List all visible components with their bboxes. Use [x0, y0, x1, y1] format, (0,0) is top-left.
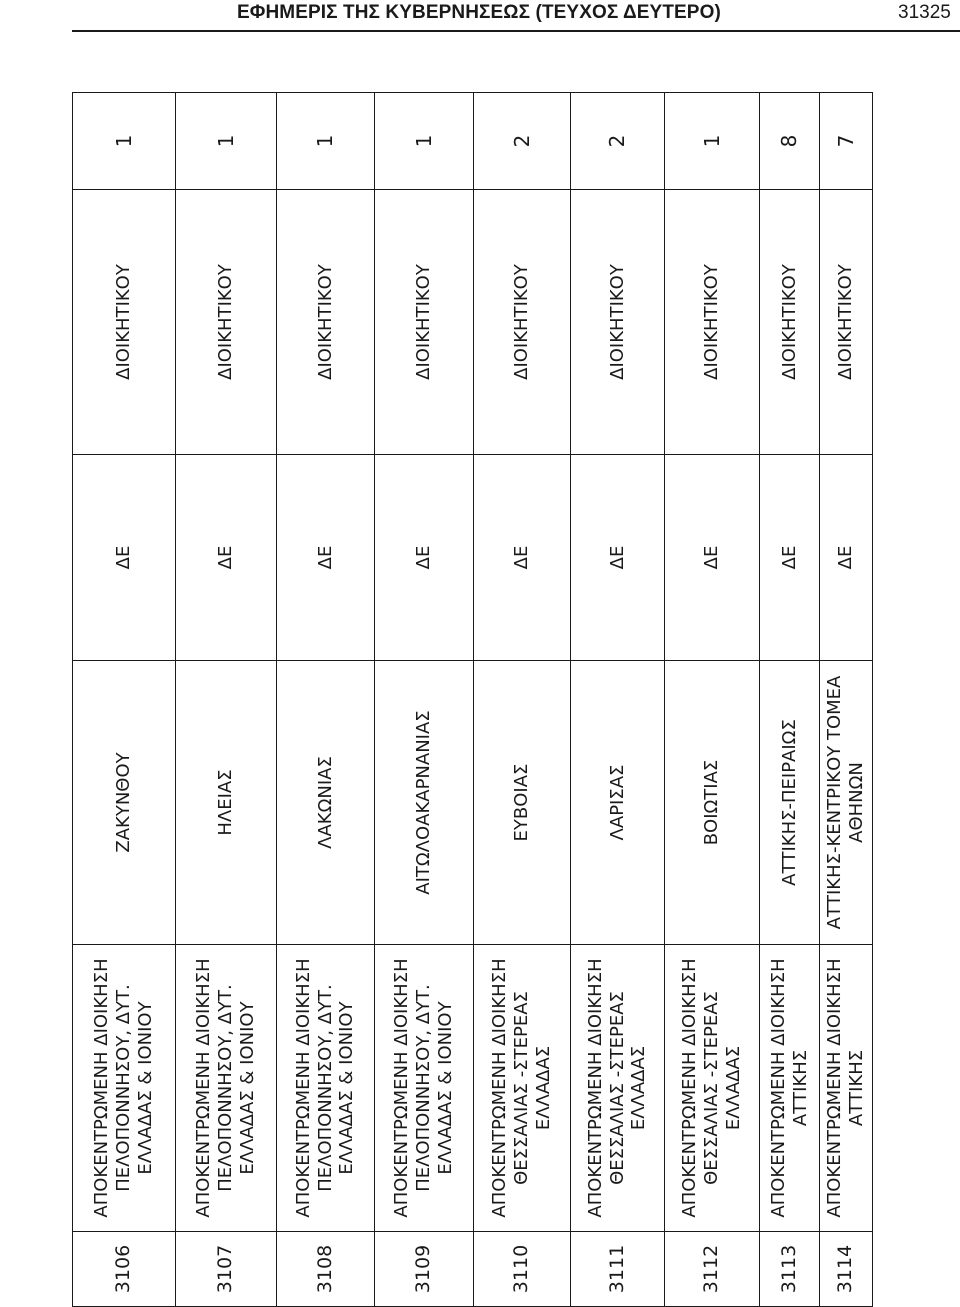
table-row: [73, 93, 176, 1307]
specialty-cell: ΔΙΟΙΚΗΤΙΚΟΥ: [760, 190, 820, 455]
region-cell: ΑΠΟΚΕΝΤΡΩΜΕΝΗ ΔΙΟΙΚΗΣΗ ΘΕΣΣΑΛΙΑΣ -ΣΤΕΡΕΑΣ ΕΛΛΑΔΑΣ: [665, 945, 760, 1232]
table-row: [760, 93, 820, 1307]
unit-cell: ΖΑΚΥΝΘΟΥ: [73, 661, 176, 945]
table-row: [176, 93, 277, 1307]
unit-cell: ΛΑΚΩΝΙΑΣ: [277, 661, 375, 945]
positions-cell: 2: [474, 93, 571, 190]
unit-cell: ΑΙΤΩΛΟΑΚΑΡΝΑΝΙΑΣ: [375, 661, 474, 945]
table-body: [73, 93, 873, 1307]
unit-cell: ΒΟΙΩΤΙΑΣ: [665, 661, 760, 945]
specialty-cell: ΔΙΟΙΚΗΤΙΚΟΥ: [73, 190, 176, 455]
code-cell: 3110: [474, 1232, 571, 1307]
category-cell: ΔΕ: [820, 455, 873, 661]
unit-cell: ΑΤΤΙΚΗΣ-ΠΕΙΡΑΙΩΣ: [760, 661, 820, 945]
category-cell: ΔΕ: [73, 455, 176, 661]
category-cell: ΔΕ: [277, 455, 375, 661]
positions-cell: 1: [73, 93, 176, 190]
page-number: 31325: [898, 2, 951, 23]
region-cell: ΑΠΟΚΕΝΤΡΩΜΕΝΗ ΔΙΟΙΚΗΣΗ ΠΕΛΟΠΟΝΝΗΣΟΥ, ΔΥΤ. ΕΛΛΑΔΑΣ & ΙΟΝΙΟΥ: [73, 945, 176, 1232]
code-cell: 3113: [760, 1232, 820, 1307]
table-row: [820, 93, 873, 1307]
code-cell: 3114: [820, 1232, 873, 1307]
table-row: [277, 93, 375, 1307]
category-cell: ΔΕ: [760, 455, 820, 661]
table-row: [474, 93, 571, 1307]
table-row: [375, 93, 474, 1307]
positions-cell: 8: [760, 93, 820, 190]
region-cell: ΑΠΟΚΕΝΤΡΩΜΕΝΗ ΔΙΟΙΚΗΣΗ ΠΕΛΟΠΟΝΝΗΣΟΥ, ΔΥΤ. ΕΛΛΑΔΑΣ & ΙΟΝΙΟΥ: [277, 945, 375, 1232]
rotated-table-container: [72, 93, 872, 1307]
code-cell: 3111: [571, 1232, 665, 1307]
positions-table: [72, 92, 873, 1307]
region-cell: ΑΠΟΚΕΝΤΡΩΜΕΝΗ ΔΙΟΙΚΗΣΗ ΑΤΤΙΚΗΣ: [820, 945, 873, 1232]
positions-cell: 2: [571, 93, 665, 190]
region-cell: ΑΠΟΚΕΝΤΡΩΜΕΝΗ ΔΙΟΙΚΗΣΗ ΠΕΛΟΠΟΝΝΗΣΟΥ, ΔΥΤ. ΕΛΛΑΔΑΣ & ΙΟΝΙΟΥ: [176, 945, 277, 1232]
unit-cell: ΛΑΡΙΣΑΣ: [571, 661, 665, 945]
specialty-cell: ΔΙΟΙΚΗΤΙΚΟΥ: [571, 190, 665, 455]
unit-cell: ΑΤΤΙΚΗΣ-ΚΕΝΤΡΙΚΟΥ ΤΟΜΕΑ ΑΘΗΝΩΝ: [820, 661, 873, 945]
header-divider: [72, 30, 960, 32]
category-cell: ΔΕ: [375, 455, 474, 661]
specialty-cell: ΔΙΟΙΚΗΤΙΚΟΥ: [820, 190, 873, 455]
specialty-cell: ΔΙΟΙΚΗΤΙΚΟΥ: [176, 190, 277, 455]
gazette-title: ΕΦΗΜΕΡΙΣ ΤΗΣ ΚΥΒΕΡΝΗΣΕΩΣ (ΤΕΥΧΟΣ ΔΕΥΤΕΡΟ): [237, 2, 721, 23]
code-cell: 3108: [277, 1232, 375, 1307]
specialty-cell: ΔΙΟΙΚΗΤΙΚΟΥ: [277, 190, 375, 455]
positions-cell: 7: [820, 93, 873, 190]
positions-cell: 1: [176, 93, 277, 190]
positions-cell: 1: [277, 93, 375, 190]
region-cell: ΑΠΟΚΕΝΤΡΩΜΕΝΗ ΔΙΟΙΚΗΣΗ ΘΕΣΣΑΛΙΑΣ -ΣΤΕΡΕΑΣ ΕΛΛΑΔΑΣ: [571, 945, 665, 1232]
positions-cell: 1: [375, 93, 474, 190]
code-cell: 3106: [73, 1232, 176, 1307]
specialty-cell: ΔΙΟΙΚΗΤΙΚΟΥ: [665, 190, 760, 455]
region-cell: ΑΠΟΚΕΝΤΡΩΜΕΝΗ ΔΙΟΙΚΗΣΗ ΠΕΛΟΠΟΝΝΗΣΟΥ, ΔΥΤ. ΕΛΛΑΔΑΣ & ΙΟΝΙΟΥ: [375, 945, 474, 1232]
page-header: [0, 0, 960, 40]
category-cell: ΔΕ: [176, 455, 277, 661]
code-cell: 3112: [665, 1232, 760, 1307]
table-row: [665, 93, 760, 1307]
positions-cell: 1: [665, 93, 760, 190]
unit-cell: ΕΥΒΟΙΑΣ: [474, 661, 571, 945]
category-cell: ΔΕ: [474, 455, 571, 661]
code-cell: 3107: [176, 1232, 277, 1307]
category-cell: ΔΕ: [571, 455, 665, 661]
category-cell: ΔΕ: [665, 455, 760, 661]
region-cell: ΑΠΟΚΕΝΤΡΩΜΕΝΗ ΔΙΟΙΚΗΣΗ ΑΤΤΙΚΗΣ: [760, 945, 820, 1232]
specialty-cell: ΔΙΟΙΚΗΤΙΚΟΥ: [375, 190, 474, 455]
unit-cell: ΗΛΕΙΑΣ: [176, 661, 277, 945]
region-cell: ΑΠΟΚΕΝΤΡΩΜΕΝΗ ΔΙΟΙΚΗΣΗ ΘΕΣΣΑΛΙΑΣ -ΣΤΕΡΕΑΣ ΕΛΛΑΔΑΣ: [474, 945, 571, 1232]
specialty-cell: ΔΙΟΙΚΗΤΙΚΟΥ: [474, 190, 571, 455]
table-row: [571, 93, 665, 1307]
code-cell: 3109: [375, 1232, 474, 1307]
